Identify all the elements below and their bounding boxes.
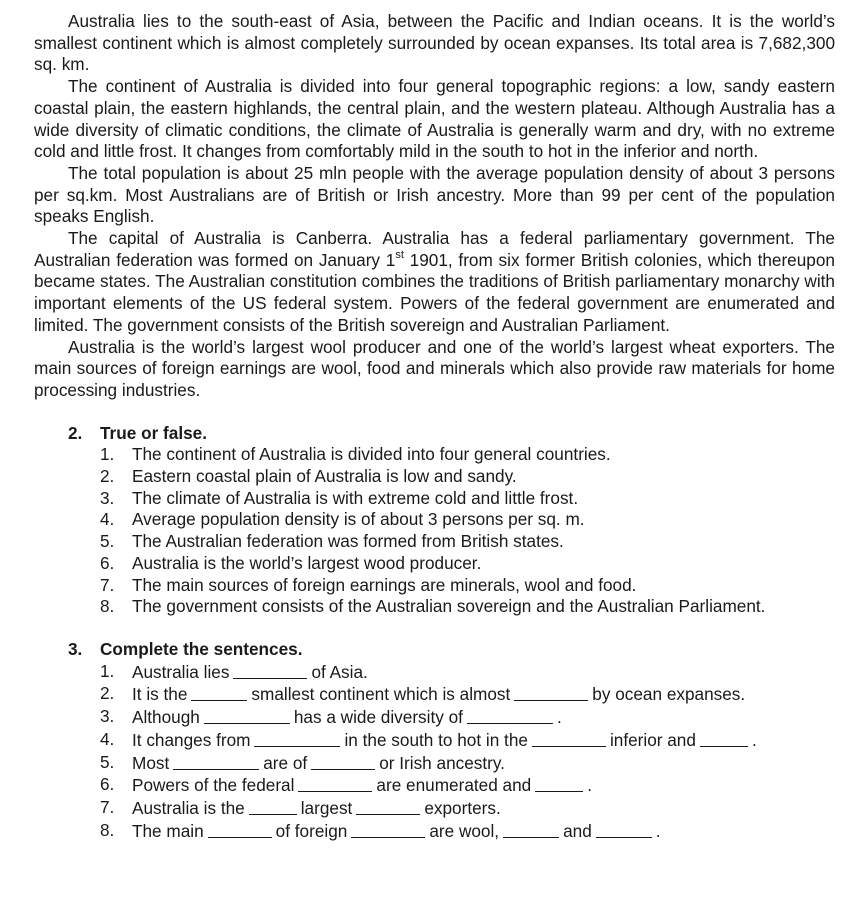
item-number: 6. bbox=[100, 774, 115, 795]
statement: The main sources of foreign earnings are minerals, wool and food. bbox=[132, 574, 637, 595]
list-item bbox=[100, 820, 835, 843]
item-number: 4. bbox=[100, 728, 115, 749]
sentence bbox=[132, 774, 592, 797]
sentence bbox=[132, 683, 745, 706]
statement: The climate of Australia is with extreme cold and little frost. bbox=[132, 487, 579, 508]
list-item bbox=[100, 596, 835, 618]
reading-text bbox=[34, 11, 835, 402]
item-number: 3. bbox=[100, 706, 115, 727]
true-false-list bbox=[34, 444, 835, 618]
list-item bbox=[100, 774, 835, 797]
paragraph-economy: Australia is the world’s largest wool producer and one of the world’s largest wheat exporters. The main sources of foreign earnings are wool, food and minerals which also provide raw materials for home processing industries. bbox=[34, 336, 835, 400]
answer-blank[interactable] bbox=[254, 730, 340, 747]
answer-blank[interactable] bbox=[311, 753, 375, 770]
list-item bbox=[100, 752, 835, 775]
sentence-text: smallest continent which is almost bbox=[251, 684, 511, 705]
sentence bbox=[132, 797, 501, 820]
paragraph-population: The total population is about 25 mln people with the average population density of about 3 persons per sq.km. Most Australians are of British or Irish ancestry. More than 99 per cent of the population speaks English. bbox=[34, 162, 835, 227]
answer-blank[interactable] bbox=[208, 821, 272, 838]
sentence-text: has a wide diversity of bbox=[293, 707, 463, 728]
answer-blank[interactable] bbox=[249, 798, 297, 815]
sentence bbox=[132, 706, 562, 729]
list-item bbox=[100, 683, 835, 706]
list-item bbox=[100, 575, 835, 597]
item-number: 6. bbox=[100, 552, 115, 573]
government-text-after: 1901, from six former British colonies, which thereupon became states. The Australian constitution combines the traditions of British parliamentary monarchy with important elements of the US federal system. Powers of the federal government are enumerated and limited. The government consists of the British sovereign and Australian Parliament. bbox=[34, 249, 835, 335]
sentence-text: of Asia. bbox=[311, 661, 368, 682]
answer-blank[interactable] bbox=[173, 753, 259, 770]
statement: The government consists of the Australian sovereign and the Australian Parliament. bbox=[132, 596, 766, 617]
answer-blank[interactable] bbox=[596, 821, 652, 838]
sentence bbox=[132, 661, 368, 684]
paragraph-geography-climate: The continent of Australia is divided into four general topographic regions: a low, sandy eastern coastal plain, the eastern highlands, the central plain, and the western plateau. Although Australia has a wide diversity of climatic conditions, the climate of Australia is generally warm and dry, with no extreme cold and little frost. It changes from comfortably mild in the south to hot in the inferior and north. bbox=[34, 76, 835, 162]
list-item bbox=[100, 661, 835, 684]
answer-blank[interactable] bbox=[191, 684, 247, 701]
statement: Average population density is of about 3 persons per sq. m. bbox=[132, 509, 585, 530]
item-number: 3. bbox=[100, 487, 115, 508]
sentence-text: Australia lies bbox=[132, 661, 230, 682]
item-number: 2. bbox=[100, 683, 115, 704]
sentence bbox=[132, 729, 757, 752]
sentence-text: exporters. bbox=[424, 797, 501, 818]
list-item bbox=[100, 466, 835, 488]
sentence-text: Although bbox=[132, 707, 200, 728]
sentence-text: are enumerated and bbox=[376, 775, 532, 796]
statement: The Australian federation was formed from British states. bbox=[132, 531, 564, 552]
statement: Eastern coastal plain of Australia is low and sandy. bbox=[132, 466, 517, 487]
list-item bbox=[100, 797, 835, 820]
statement: The continent of Australia is divided into four general countries. bbox=[132, 444, 611, 465]
task-number: 2. bbox=[68, 422, 83, 443]
task-number: 3. bbox=[68, 638, 83, 659]
sentence bbox=[132, 820, 661, 843]
item-number: 1. bbox=[100, 444, 115, 465]
sentence-text: and bbox=[563, 820, 592, 841]
sentence-text: Australia is the bbox=[132, 797, 245, 818]
answer-blank[interactable] bbox=[503, 821, 559, 838]
answer-blank[interactable] bbox=[298, 775, 372, 792]
list-item bbox=[100, 488, 835, 510]
list-item bbox=[100, 553, 835, 575]
item-number: 7. bbox=[100, 796, 115, 817]
answer-blank[interactable] bbox=[467, 707, 553, 724]
sentence-text: are of bbox=[263, 752, 308, 773]
item-number: 7. bbox=[100, 574, 115, 595]
task-true-false bbox=[34, 423, 835, 618]
list-item bbox=[100, 729, 835, 752]
sentence-text: are wool, bbox=[429, 820, 500, 841]
answer-blank[interactable] bbox=[233, 662, 307, 679]
item-number: 1. bbox=[100, 660, 115, 681]
task-title: Complete the sentences. bbox=[100, 638, 303, 659]
sentence-text: . bbox=[556, 707, 562, 728]
complete-sentences-list bbox=[34, 661, 835, 843]
sentence-text: It changes from bbox=[132, 729, 251, 750]
list-item bbox=[100, 706, 835, 729]
sentence-text: . bbox=[655, 820, 661, 841]
ordinal-suffix: st bbox=[395, 249, 404, 261]
sentence-text: Powers of the federal bbox=[132, 775, 295, 796]
sentence-text: inferior and bbox=[609, 729, 696, 750]
task-complete-sentences bbox=[34, 639, 835, 842]
answer-blank[interactable] bbox=[204, 707, 290, 724]
answer-blank[interactable] bbox=[351, 821, 425, 838]
answer-blank[interactable] bbox=[514, 684, 588, 701]
answer-blank[interactable] bbox=[532, 730, 606, 747]
list-item bbox=[100, 531, 835, 553]
sentence-text: in the south to hot in the bbox=[344, 729, 528, 750]
paragraph-government bbox=[34, 228, 835, 337]
sentence-text: It is the bbox=[132, 684, 188, 705]
answer-blank[interactable] bbox=[535, 775, 583, 792]
task-heading bbox=[68, 639, 835, 661]
list-item bbox=[100, 509, 835, 531]
list-item bbox=[100, 444, 835, 466]
task-heading bbox=[68, 423, 835, 445]
sentence-text: by ocean expanses. bbox=[592, 684, 746, 705]
item-number: 4. bbox=[100, 509, 115, 530]
statement: Australia is the world’s largest wood producer. bbox=[132, 552, 482, 573]
sentence-text: . bbox=[587, 775, 592, 796]
item-number: 5. bbox=[100, 531, 115, 552]
sentence-text: Most bbox=[132, 752, 170, 773]
government-text-before: The capital of Australia is Canberra. Australia has a federal parliamentary government. The Australian federation was formed on January 1 bbox=[34, 228, 835, 270]
sentence-text: or Irish ancestry. bbox=[379, 752, 505, 773]
sentence-text: . bbox=[751, 729, 757, 750]
sentence bbox=[132, 752, 505, 775]
item-number: 8. bbox=[100, 596, 115, 617]
item-number: 5. bbox=[100, 751, 115, 772]
answer-blank[interactable] bbox=[356, 798, 420, 815]
sentence-text: The main bbox=[132, 820, 204, 841]
item-number: 2. bbox=[100, 466, 115, 487]
sentence-text: of foreign bbox=[275, 820, 348, 841]
sentence-text: largest bbox=[300, 797, 353, 818]
answer-blank[interactable] bbox=[700, 730, 748, 747]
paragraph-location: Australia lies to the south-east of Asia, between the Pacific and Indian oceans. It is the world’s smallest continent which is almost completely surrounded by ocean expanses. Its total area is 7,682,300 sq. km. bbox=[34, 11, 835, 75]
task-title: True or false. bbox=[100, 422, 207, 443]
item-number: 8. bbox=[100, 819, 115, 840]
